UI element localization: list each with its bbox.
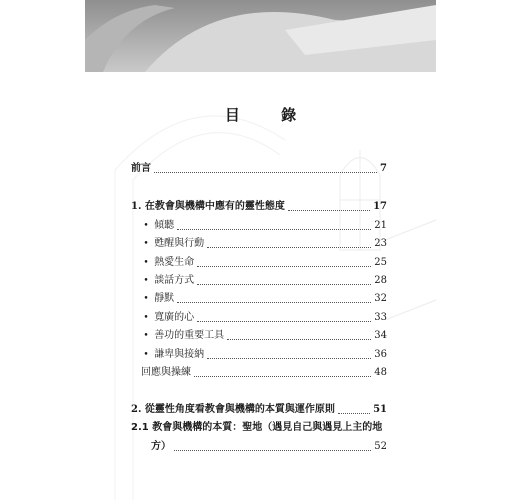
toc-entry-page: 51 [373,404,387,415]
toc-entry-label: 2. 從靈性角度看教會與機構的本質與運作原則 [131,404,335,415]
dot-leader [177,301,371,303]
toc-entry-page: 28 [374,275,387,286]
toc-entry-page: 7 [380,163,387,174]
toc-entry-label: 靜默 [154,293,175,304]
toc-title: 目 錄 [224,106,315,124]
toc-entry-label: 熱愛生命 [154,257,195,268]
toc-entry-page: 34 [374,330,387,341]
toc-entry-chapter-1[interactable] [131,200,387,214]
dot-leader [197,283,371,285]
dot-leader [207,246,371,248]
toc-entry-item[interactable] [141,292,387,306]
toc-entry-label: 謙卑與接納 [154,349,205,360]
toc-entry-label: 2.1 教會與機構的本質：聖地（遇見自己與遇見上主的地 [131,422,383,433]
toc-entry-label: 傾聽 [154,220,175,231]
toc-entry-label: 善功的重要工具 [154,330,225,341]
book-page [85,0,436,500]
toc-entry-section-2-1-line1[interactable] [131,421,391,435]
toc-entry-label: 談話方式 [154,275,195,286]
toc-entry-item[interactable] [141,274,387,288]
dot-leader [174,449,371,451]
toc-entry-page: 21 [374,220,387,231]
bullet-icon: • [143,239,149,249]
bullet-icon: • [143,350,149,360]
toc-entry-label: 前言 [131,163,151,174]
dot-leader [288,209,370,211]
toc-entry-chapter-2[interactable] [131,403,387,417]
toc-entry-page: 36 [374,349,387,360]
toc-entry-page: 33 [374,312,387,323]
toc-entry-item[interactable] [141,348,387,362]
toc-entry-item[interactable] [141,311,387,325]
toc-entry-preface[interactable] [131,162,387,176]
dot-leader [197,320,371,322]
bullet-icon: • [143,258,149,268]
toc-entry-review[interactable] [141,366,387,380]
bullet-icon: • [143,313,149,323]
toc-entry-item[interactable] [141,237,387,251]
dot-leader [154,171,377,173]
toc-entry-label: 寬廣的心 [154,312,195,323]
bullet-icon: • [143,276,149,286]
toc-entry-item[interactable] [141,219,387,233]
toc-entry-page: 17 [373,201,387,212]
toc-entry-section-2-1-line2[interactable] [151,440,387,454]
bullet-icon: • [143,294,149,304]
toc-entry-page: 52 [374,441,387,452]
bullet-icon: • [143,221,149,231]
dot-leader [194,375,371,377]
dot-leader [197,265,371,267]
dot-leader [207,357,371,359]
bullet-icon: • [143,331,149,341]
toc-entry-page: 23 [374,238,387,249]
toc-entry-page: 48 [374,367,387,378]
dot-leader [338,412,370,414]
toc-entry-label: 方） [151,441,171,452]
dot-leader [227,338,371,340]
toc-entry-page: 32 [374,293,387,304]
toc-entry-page: 25 [374,257,387,268]
toc-entry-label: 1. 在教會與機構中應有的靈性態度 [131,201,285,212]
toc-entry-item[interactable] [141,329,387,343]
toc-entry-item[interactable] [141,256,387,270]
dot-leader [177,228,371,230]
toc-entry-label: 甦醒與行動 [154,238,205,249]
toc-entry-label: 回應與操練 [141,367,191,378]
